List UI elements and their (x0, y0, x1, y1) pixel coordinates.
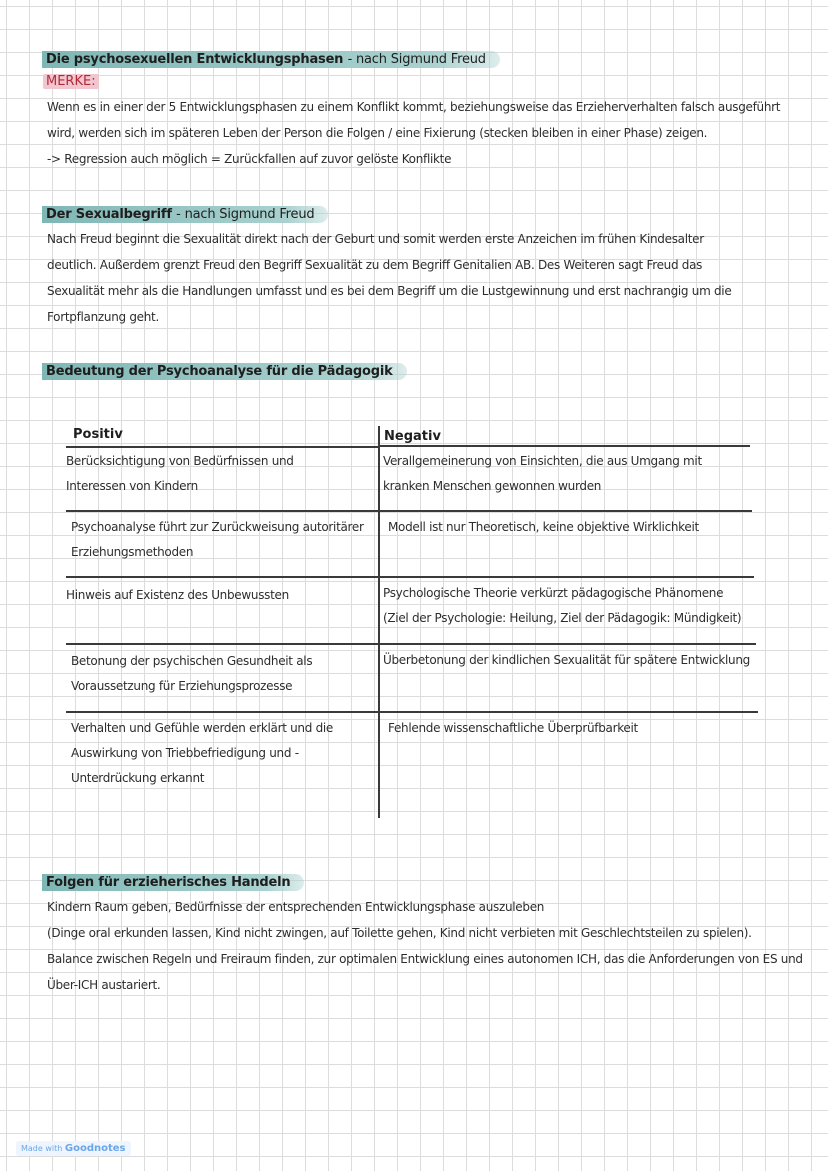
cell-line: Überbetonung der kindlichen Sexualität für spätere Entwicklung (383, 653, 750, 667)
cell-line: Fehlende wissenschaftliche Überprüfbarkeit (388, 721, 638, 735)
section-title-text: Die psychosexuellen Entwicklungsphasen (46, 52, 344, 67)
cell-line: Betonung der psychischen Gesundheit als (71, 654, 313, 668)
section-subtitle: - nach Sigmund Freud (176, 207, 315, 222)
text-line: Nach Freud beginnt die Sexualität direkt nach der Geburt und somit werden erste Anzeichen im frühen Kindesalter (47, 232, 704, 246)
text-line: Wenn es in einer der 5 Entwicklungsphasen zu einem Konflikt kommt, beziehungsweise das Erzieherverhalten falsch ausgeführt (47, 100, 781, 114)
section-title-entwicklungsphasen (42, 51, 500, 68)
cell-line: Auswirkung von Triebbefriedigung und - (71, 746, 299, 760)
negative-cell (388, 515, 699, 540)
negative-cell (383, 581, 741, 631)
cell-line: Verhalten und Gefühle werden erklärt und die (71, 721, 333, 735)
positive-cell (66, 583, 289, 608)
positive-column-header: Positiv (73, 427, 123, 442)
section4-text (47, 894, 803, 998)
positive-cell (71, 649, 312, 699)
table-row-divider (66, 576, 754, 578)
brand-text: Goodnotes (64, 1143, 126, 1154)
text-line: Sexualität mehr als die Handlungen umfasst und es bei dem Begriff um die Lustgewinnung und erst nachrangig um die (47, 284, 732, 298)
cell-line: Psychoanalyse führt zur Zurückweisung autoritärer (71, 520, 364, 534)
table-header-line-left (66, 446, 378, 448)
negative-cell (388, 716, 638, 741)
text-line: Kindern Raum geben, Bedürfnisse der entsprechenden Entwicklungsphase auszuleben (47, 900, 545, 914)
section1-text (47, 94, 780, 172)
section-title-psychoanalyse (42, 363, 407, 380)
cell-line: Modell ist nur Theoretisch, keine objektive Wirklichkeit (388, 520, 699, 534)
section-title-text: Folgen für erzieherisches Handeln (46, 875, 291, 890)
cell-line: Voraussetzung für Erziehungsprozesse (71, 679, 293, 693)
cell-line: Psychologische Theorie verkürzt pädagogische Phänomene (383, 586, 724, 600)
text-line: Über-ICH austariert. (47, 978, 161, 992)
positive-cell (71, 515, 364, 565)
cell-line: Hinweis auf Existenz des Unbewussten (66, 588, 289, 602)
text-line: (Dinge oral erkunden lassen, Kind nicht zwingen, auf Toilette gehen, Kind nicht verbieten mit Geschlechtsteilen zu spielen). (47, 926, 752, 940)
section-title-folgen (42, 874, 304, 891)
positive-cell (71, 716, 333, 791)
section2-text (47, 226, 731, 330)
goodnotes-watermark (16, 1141, 131, 1156)
table-row-divider (66, 643, 756, 645)
text-line: Fortpflanzung geht. (47, 310, 159, 324)
negative-cell (383, 449, 702, 499)
made-with-text: Made with (21, 1144, 63, 1153)
section-title-text: Bedeutung der Psychoanalyse für die Pädagogik (46, 364, 393, 379)
cell-line: Unterdrückung erkannt (71, 771, 205, 785)
merke-label: MERKE: (43, 74, 99, 89)
cell-line: kranken Menschen gewonnen wurden (383, 479, 602, 493)
cell-line: (Ziel der Psychologie: Heilung, Ziel der Pädagogik: Mündigkeit) (383, 611, 742, 625)
negative-column-header: Negativ (384, 429, 441, 444)
table-header-line-right (380, 445, 750, 447)
table-column-divider (378, 426, 380, 818)
text-line: deutlich. Außerdem grenzt Freud den Begriff Sexualität zu dem Begriff Genitalien AB. Des Weiteren sagt Freud das (47, 258, 703, 272)
text-line: wird, werden sich im späteren Leben der Person die Folgen / eine Fixierung (stecken bleiben in einer Phase) zeigen. (47, 126, 708, 140)
cell-line: Verallgemeinerung von Einsichten, die aus Umgang mit (383, 454, 702, 468)
cell-line: Erziehungsmethoden (71, 545, 194, 559)
cell-line: Interessen von Kindern (66, 479, 198, 493)
table-row-divider (66, 510, 752, 512)
negative-cell (383, 648, 750, 673)
text-line: Balance zwischen Regeln und Freiraum finden, zur optimalen Entwicklung eines autonomen ICH, das die Anforderungen von ES und (47, 952, 803, 966)
section-title-sexualbegriff (42, 206, 328, 223)
section-title-text: Der Sexualbegriff (46, 207, 172, 222)
positive-cell (66, 449, 294, 499)
section-subtitle: - nach Sigmund Freud (347, 52, 486, 67)
cell-line: Berücksichtigung von Bedürfnissen und (66, 454, 294, 468)
text-line: -> Regression auch möglich = Zurückfallen auf zuvor gelöste Konflikte (47, 152, 452, 166)
table-row-divider (66, 711, 758, 713)
